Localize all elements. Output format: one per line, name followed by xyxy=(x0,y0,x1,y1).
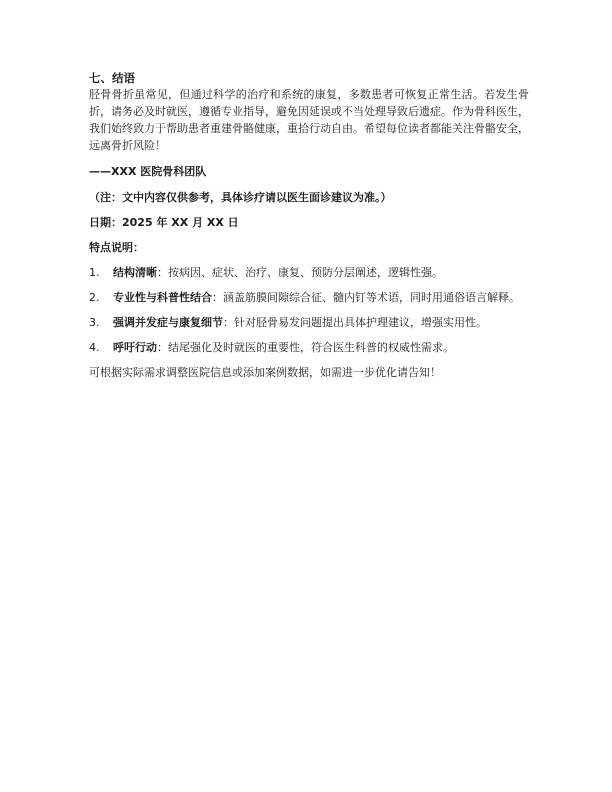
list-number: 3. xyxy=(89,316,100,329)
disclaimer-note: （注：文中内容仅供参考，具体诊疗请以医生面诊建议为准。） xyxy=(89,191,392,204)
closing-remark: 可根据实际需求调整医院信息或添加案例数据，如需进一步优化请告知！ xyxy=(89,366,441,379)
features-list xyxy=(89,265,529,356)
feature-text: ：按病因、症状、治疗、康复、预防分层阐述，逻辑性强。 xyxy=(157,266,443,279)
feature-term: 呼吁行动 xyxy=(113,341,157,354)
list-number: 2. xyxy=(89,291,100,304)
signature: ——XXX 医院骨科团队 xyxy=(89,165,207,178)
list-item xyxy=(89,315,529,331)
feature-text: ：结尾强化及时就医的重要性，符合医生科普的权威性需求。 xyxy=(157,341,454,354)
list-number: 4. xyxy=(89,341,100,354)
feature-term: 结构清晰 xyxy=(113,266,157,279)
list-item xyxy=(89,340,529,356)
date-line: 日期：2025 年 XX 月 XX 日 xyxy=(89,216,239,229)
feature-text: ：涵盖筋膜间隙综合征、髓内钉等术语，同时用通俗语言解释。 xyxy=(212,291,520,304)
features-heading: 特点说明： xyxy=(89,241,144,254)
document-page xyxy=(89,70,529,381)
feature-text: ：针对胫骨易发问题提出具体护理建议，增强实用性。 xyxy=(223,316,487,329)
feature-term: 专业性与科普性结合 xyxy=(113,291,212,304)
list-item xyxy=(89,290,529,306)
feature-term: 强调并发症与康复细节 xyxy=(113,316,223,329)
conclusion-paragraph: 胫骨骨折虽常见，但通过科学的治疗和系统的康复，多数患者可恢复正常生活。若发生骨折，请务必及时就医，遵循专业指导，避免因延误或不当处理导致后遗症。作为骨科医生，我们始终致力于帮助患者重建骨骼健康，重拾行动自由。希望每位读者都能关注骨骼安全，远离骨折风险！ xyxy=(89,88,529,152)
list-item xyxy=(89,265,529,281)
list-number: 1. xyxy=(89,266,100,279)
section-heading: 七、结语 xyxy=(89,71,135,85)
